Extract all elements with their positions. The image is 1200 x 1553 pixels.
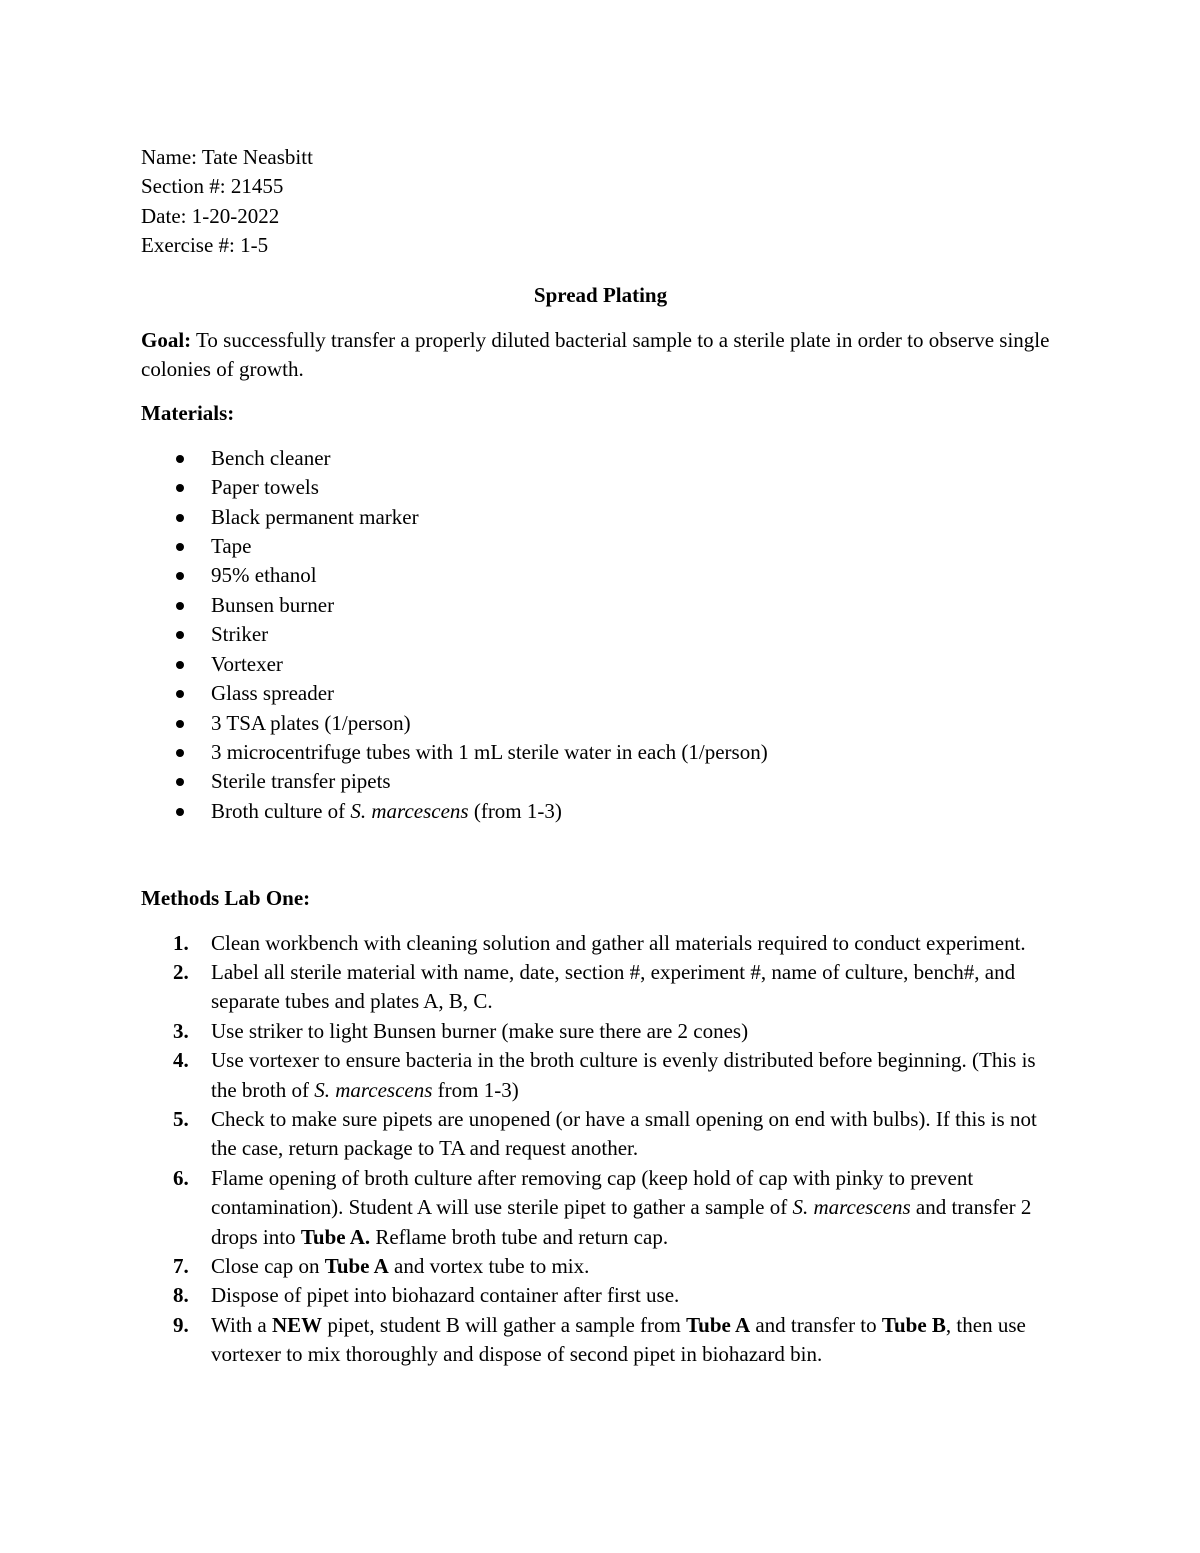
list-item: 3 TSA plates (1/person) (141, 709, 1060, 738)
list-item: 3. Use striker to light Bunsen burner (make sure there are 2 cones) (173, 1018, 749, 1043)
bullet-icon (176, 543, 184, 551)
document-title: Spread Plating (533, 282, 668, 307)
bullet-icon (176, 720, 184, 728)
list-item: 7. Close cap on Tube A and vortex tube to mix. (173, 1254, 590, 1278)
bullet-icon (176, 602, 184, 610)
list-item: Vortexer (141, 650, 1060, 679)
bullet-icon (176, 455, 184, 463)
list-item: 3 microcentrifuge tubes with 1 mL sterile water in each (1/person) (141, 738, 1060, 767)
list-item: Broth culture of S. marcescens (from 1-3) (141, 797, 1060, 826)
materials-list (141, 444, 1060, 826)
goal-paragraph (141, 326, 1060, 385)
list-item: Bunsen burner (141, 591, 1060, 620)
list-item: 5. Check to make sure pipets are unopened (or have a small opening on end with bulbs). If this is not the case, return package to TA and request another. (173, 1106, 1037, 1161)
bullet-icon (176, 572, 184, 580)
list-item: 8. Dispose of pipet into biohazard container after first use. (173, 1283, 680, 1308)
exercise-number: Exercise #: 1-5 (141, 233, 269, 258)
list-item: Black permanent marker (141, 503, 1060, 532)
methods-heading: Methods Lab One: (141, 886, 311, 911)
bullet-icon (176, 514, 184, 522)
list-item: 2. Label all sterile material with name, date, section #, experiment #, name of culture, bench#, and separate tubes and plates A, B, C. (173, 959, 1016, 1014)
section-number: Section #: 21455 (141, 174, 284, 199)
list-item: Tape (141, 532, 1060, 561)
date: Date: 1-20-2022 (141, 203, 280, 228)
goal-text: To successfully transfer a properly diluted bacterial sample to a sterile plate in order to observe single colonies of growth. (141, 327, 1050, 382)
materials-heading: Materials: (141, 401, 235, 426)
goal-label: Goal: (141, 327, 192, 352)
list-item: Bench cleaner (141, 444, 1060, 473)
list-item: Glass spreader (141, 679, 1060, 708)
bullet-icon (176, 778, 184, 786)
list-item: Paper towels (141, 473, 1060, 502)
list-item: 4. Use vortexer to ensure bacteria in the broth culture is evenly distributed before beginning. (This is the broth of S. marcescens from 1-3) (173, 1048, 1036, 1102)
methods-list (141, 929, 1060, 1370)
bullet-icon (176, 749, 184, 757)
bullet-icon (176, 690, 184, 698)
bullet-icon (176, 484, 184, 492)
bullet-icon (176, 808, 184, 816)
list-item: 1. Clean workbench with cleaning solution and gather all materials required to conduct experiment. (173, 930, 1026, 955)
student-name: Name: Tate Neasbitt (141, 145, 313, 169)
list-item: 6. Flame opening of broth culture after removing cap (keep hold of cap with pinky to prevent contamination). Student A will use sterile pipet to gather a sample of S. marcescens and transfer 2 drops into Tube A. Reflame broth tube and return cap. (173, 1165, 1032, 1249)
bullet-icon (176, 631, 184, 639)
list-item: Sterile transfer pipets (141, 767, 1060, 796)
list-item: 95% ethanol (141, 561, 1060, 590)
list-item: 9. With a NEW pipet, student B will gather a sample from Tube A and transfer to Tube B, then use vortexer to mix thoroughly and dispose of second pipet in biohazard bin. (173, 1312, 1026, 1367)
bullet-icon (176, 661, 184, 669)
list-item: Striker (141, 620, 1060, 649)
